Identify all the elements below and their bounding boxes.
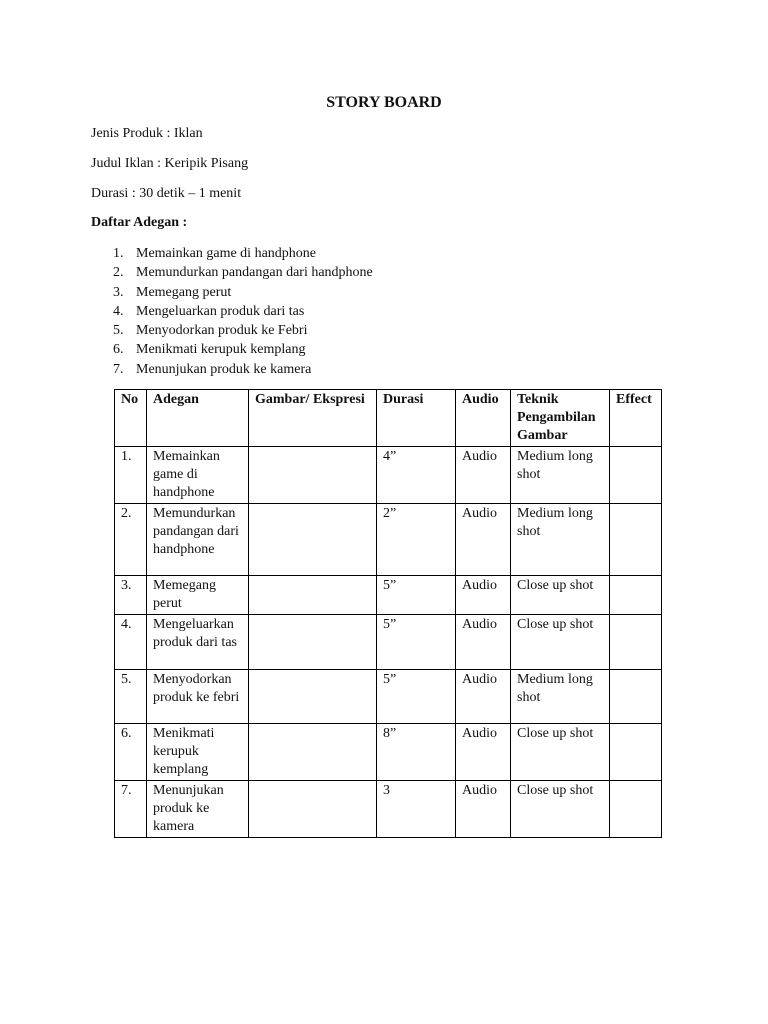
table-row [115,447,662,504]
header-effect: Effect [610,390,662,447]
scene-list-item [91,302,373,321]
cell-teknik: Close up shot [511,781,610,838]
table-row [115,615,662,670]
cell-adegan: Memegang perut [147,576,249,615]
cell-no: 4. [115,615,147,670]
product-type-line: Jenis Produk : Iklan [91,126,203,141]
page-title: STORY BOARD [326,94,442,111]
scene-number: 5. [113,323,124,339]
cell-effect [610,576,662,615]
table-row [115,724,662,781]
table-row [115,781,662,838]
scene-number: 3. [113,284,124,300]
header-audio: Audio [456,390,511,447]
cell-durasi: 4” [377,447,456,504]
cell-no: 7. [115,781,147,838]
scene-list-item [91,321,373,340]
table-row [115,576,662,615]
scene-list-item [91,244,373,263]
table-header-row [115,390,662,447]
scene-number: 4. [113,303,124,319]
cell-audio: Audio [456,670,511,724]
scene-text: Memainkan game di handphone [136,246,317,261]
scene-text: Menikmati kerupuk kemplang [136,342,306,358]
header-teknik: Teknik Pengambilan Gambar [511,390,610,447]
scene-list-item [91,360,373,379]
cell-adegan: Mengeluarkan produk dari tas [147,615,249,670]
cell-audio: Audio [456,447,511,504]
cell-audio: Audio [456,576,511,615]
scene-list-heading: Daftar Adegan : [91,215,188,230]
cell-durasi: 3 [377,781,456,838]
cell-gambar [249,781,377,838]
duration-line: Durasi : 30 detik – 1 menit [91,186,242,201]
cell-audio: Audio [456,724,511,781]
cell-gambar [249,576,377,615]
cell-gambar [249,447,377,504]
scene-list-item [91,263,373,282]
scene-number: 6. [113,342,124,358]
cell-teknik: Close up shot [511,615,610,670]
cell-durasi: 5” [377,576,456,615]
cell-gambar [249,504,377,576]
scene-number: 7. [113,361,124,377]
scene-number: 1. [113,246,124,261]
cell-effect [610,615,662,670]
cell-effect [610,447,662,504]
cell-adegan: Menunjukan produk ke kamera [147,781,249,838]
cell-adegan: Menikmati kerupuk kemplang [147,724,249,781]
scene-list-item [91,340,373,359]
cell-audio: Audio [456,781,511,838]
cell-teknik: Medium long shot [511,504,610,576]
scene-list [91,244,373,379]
ad-title-line: Judul Iklan : Keripik Pisang [91,156,249,171]
cell-effect [610,724,662,781]
cell-teknik: Medium long shot [511,447,610,504]
cell-teknik: Medium long shot [511,670,610,724]
scene-text: Memegang perut [136,284,232,300]
scene-text: Mengeluarkan produk dari tas [136,303,305,319]
table-row [115,504,662,576]
cell-teknik: Close up shot [511,576,610,615]
cell-effect [610,670,662,724]
cell-adegan: Menyodorkan produk ke febri [147,670,249,724]
header-gambar-ekspresi: Gambar/ Ekspresi [249,390,377,447]
cell-gambar [249,724,377,781]
cell-gambar [249,670,377,724]
storyboard-table [114,389,662,838]
header-no: No [115,390,147,447]
cell-no: 5. [115,670,147,724]
cell-effect [610,781,662,838]
cell-no: 6. [115,724,147,781]
cell-teknik: Close up shot [511,724,610,781]
scene-text: Menyodorkan produk ke Febri [136,323,308,339]
cell-effect [610,504,662,576]
scene-text: Menunjukan produk ke kamera [136,361,312,377]
scene-number: 2. [113,265,124,281]
cell-no: 1. [115,447,147,504]
cell-gambar [249,615,377,670]
scene-list-item [91,283,373,302]
cell-no: 3. [115,576,147,615]
header-adegan: Adegan [147,390,249,447]
header-durasi: Durasi [377,390,456,447]
cell-adegan: Memainkan game di handphone [147,447,249,504]
cell-durasi: 5” [377,670,456,724]
scene-text: Memundurkan pandangan dari handphone [136,265,373,281]
cell-audio: Audio [456,504,511,576]
cell-durasi: 2” [377,504,456,576]
table-row [115,670,662,724]
cell-no: 2. [115,504,147,576]
cell-durasi: 5” [377,615,456,670]
cell-adegan: Memundurkan pandangan dari handphone [147,504,249,576]
cell-durasi: 8” [377,724,456,781]
cell-audio: Audio [456,615,511,670]
